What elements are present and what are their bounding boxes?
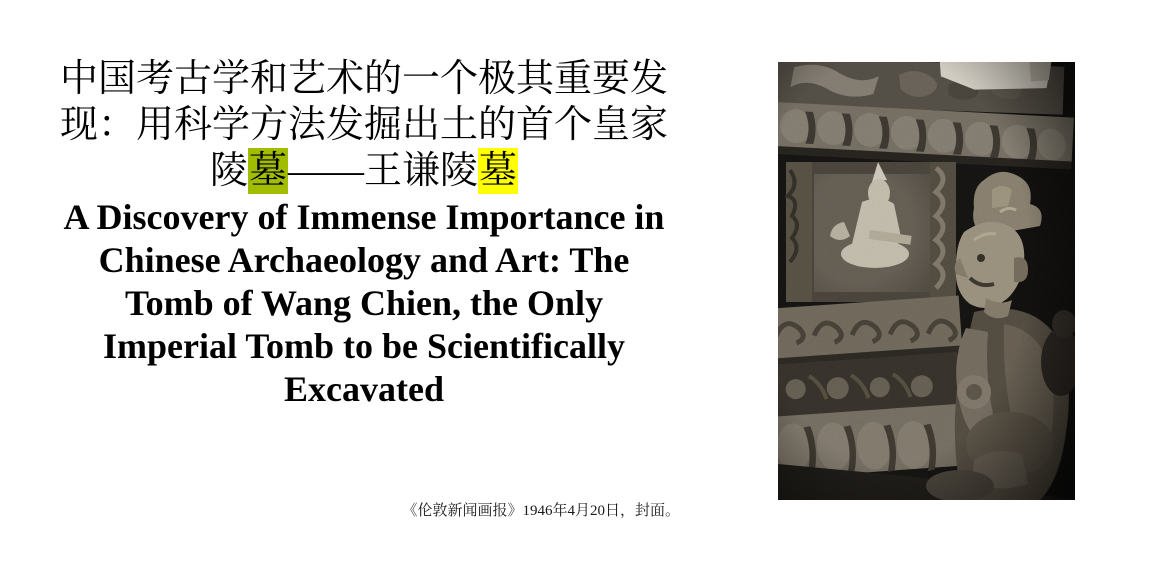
- title-text-segment: 陵: [209, 150, 248, 192]
- english-title-line-1: A Discovery of Immense Importance in: [63, 197, 665, 237]
- chinese-title-line-3: [38, 148, 690, 194]
- chinese-title-line-2: 现：用科学方法发掘出土的首个皇家: [59, 104, 668, 146]
- chinese-title: [38, 56, 690, 194]
- highlighted-char-green: 墓: [248, 150, 287, 192]
- highlighted-char-yellow: 墓: [479, 150, 518, 192]
- title-block: [38, 56, 690, 411]
- source-caption: 《伦敦新闻画报》1946年4月20日，封面。: [402, 503, 680, 519]
- english-title: [38, 196, 690, 411]
- english-title-line-5: Excavated: [284, 369, 444, 409]
- english-title-line-4: Imperial Tomb to be Scientifically: [103, 326, 625, 366]
- chinese-title-line-1: 中国考古学和艺术的一个极其重要发: [59, 58, 668, 100]
- english-title-line-3: Tomb of Wang Chien, the Only: [124, 283, 604, 323]
- tomb-photograph: [778, 62, 1075, 500]
- title-text-segment: ——王谦陵: [288, 150, 479, 192]
- tomb-photograph-illustration: [778, 62, 1075, 500]
- english-title-line-2: Chinese Archaeology and Art: The: [98, 240, 630, 280]
